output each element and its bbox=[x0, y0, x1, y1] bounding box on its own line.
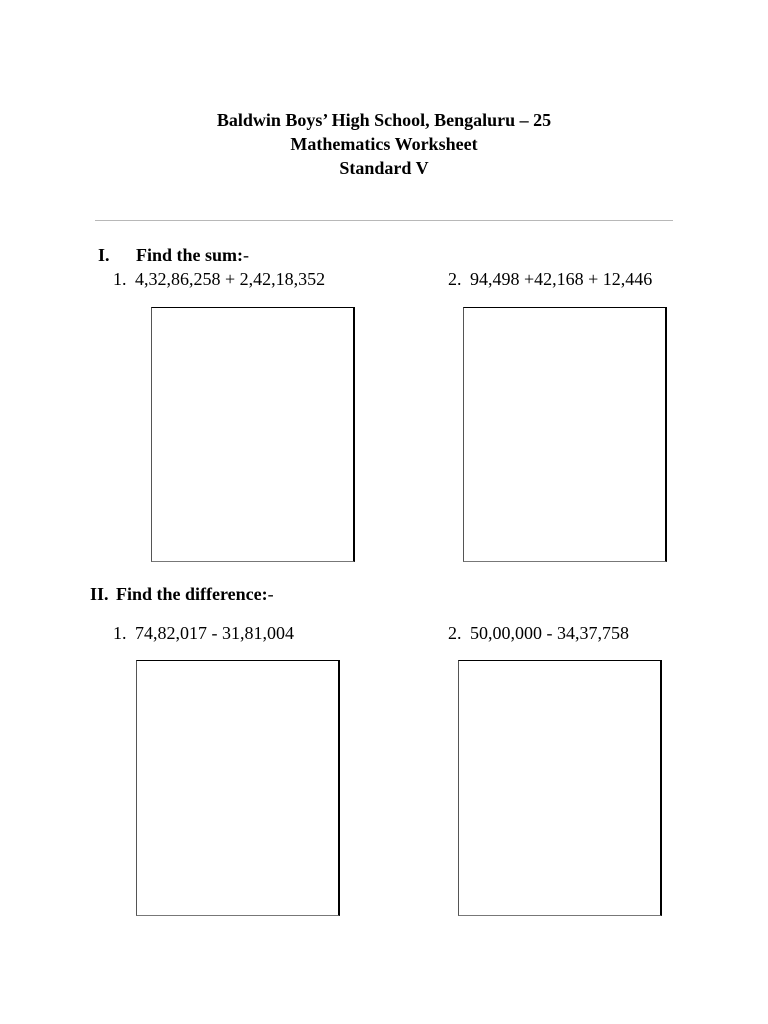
difference-problem-2 bbox=[448, 622, 629, 644]
difference-problem-1-expression: 74,82,017 - 31,81,004 bbox=[135, 623, 294, 643]
section-sum-heading bbox=[98, 244, 249, 266]
worksheet-title: Mathematics Worksheet bbox=[290, 134, 478, 154]
worksheet-header bbox=[0, 108, 768, 180]
difference-problem-2-number: 2. bbox=[448, 623, 462, 643]
difference-answer-box-2[interactable] bbox=[458, 660, 662, 916]
sum-problem-2-number: 2. bbox=[448, 269, 462, 289]
section-sum-title: Find the sum: bbox=[136, 245, 244, 265]
section-difference-title: Find the difference: bbox=[116, 584, 268, 604]
header-divider bbox=[95, 220, 673, 221]
section-difference-heading bbox=[90, 583, 274, 605]
difference-problem-1-number: 1. bbox=[113, 623, 127, 643]
sum-problem-1-expression: 4,32,86,258 + 2,42,18,352 bbox=[135, 269, 326, 289]
school-name: Baldwin Boys’ High School, Bengaluru – 25 bbox=[216, 110, 552, 130]
difference-answer-box-1[interactable] bbox=[136, 660, 340, 916]
difference-problem-1 bbox=[113, 622, 294, 644]
sum-problem-2-expression: 94,498 +42,168 + 12,446 bbox=[470, 269, 653, 289]
section-difference-numeral: II. bbox=[90, 584, 109, 604]
sum-answer-box-2[interactable] bbox=[463, 307, 667, 562]
standard-label: Standard V bbox=[339, 158, 429, 178]
section-sum-numeral: I. bbox=[98, 245, 110, 265]
sum-answer-box-1[interactable] bbox=[151, 307, 355, 562]
sum-problem-2 bbox=[448, 268, 652, 290]
sum-problem-1 bbox=[113, 268, 325, 290]
section-difference-suffix: - bbox=[267, 584, 274, 604]
difference-problem-2-expression: 50,00,000 - 34,37,758 bbox=[470, 623, 629, 643]
section-sum-suffix: - bbox=[243, 245, 250, 265]
sum-problem-1-number: 1. bbox=[113, 269, 127, 289]
